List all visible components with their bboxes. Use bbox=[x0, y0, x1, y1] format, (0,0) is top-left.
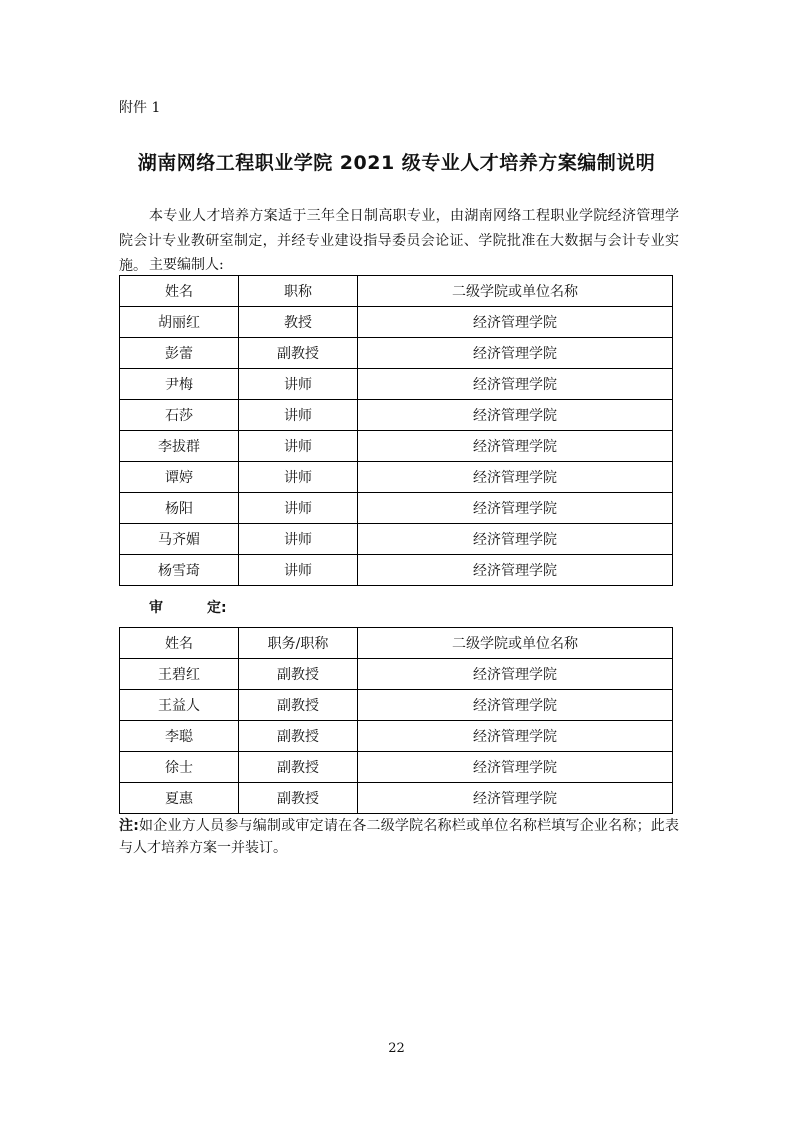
title-cell: 讲师 bbox=[239, 493, 358, 524]
header-name: 姓名 bbox=[120, 628, 239, 659]
table-row bbox=[120, 524, 673, 555]
college-cell: 经济管理学院 bbox=[358, 369, 673, 400]
title-cell: 讲师 bbox=[239, 524, 358, 555]
college-cell: 经济管理学院 bbox=[358, 555, 673, 586]
reviewers-label bbox=[149, 597, 227, 617]
table-row bbox=[120, 307, 673, 338]
college-cell: 经济管理学院 bbox=[358, 524, 673, 555]
name-cell: 胡丽红 bbox=[120, 307, 239, 338]
table-row bbox=[120, 462, 673, 493]
table-row bbox=[120, 752, 673, 783]
table-row bbox=[120, 555, 673, 586]
note bbox=[119, 815, 679, 859]
college-cell: 经济管理学院 bbox=[358, 752, 673, 783]
table-row bbox=[120, 369, 673, 400]
name-cell: 杨雪琦 bbox=[120, 555, 239, 586]
title-cell: 讲师 bbox=[239, 369, 358, 400]
reviewers-label-part2: 定: bbox=[207, 600, 227, 616]
college-cell: 经济管理学院 bbox=[358, 462, 673, 493]
header-position: 职务/职称 bbox=[239, 628, 358, 659]
note-text: 如企业方人员参与编制或审定请在各二级学院名称栏或单位名称栏填写企业名称；此表与人才培养方案一并装订。 bbox=[119, 818, 680, 856]
title-cell: 教授 bbox=[239, 307, 358, 338]
name-cell: 尹梅 bbox=[120, 369, 239, 400]
page-number: 22 bbox=[388, 1041, 405, 1056]
table-row bbox=[120, 400, 673, 431]
name-cell: 李拔群 bbox=[120, 431, 239, 462]
table-row bbox=[120, 493, 673, 524]
attachment-label: 附件 1 bbox=[119, 100, 161, 116]
table-row bbox=[120, 338, 673, 369]
name-cell: 彭蕾 bbox=[120, 338, 239, 369]
header-name: 姓名 bbox=[120, 276, 239, 307]
college-cell: 经济管理学院 bbox=[358, 721, 673, 752]
title-cell: 讲师 bbox=[239, 462, 358, 493]
title-cell: 讲师 bbox=[239, 555, 358, 586]
name-cell: 谭婷 bbox=[120, 462, 239, 493]
editors-table bbox=[119, 275, 673, 586]
reviewers-label-part1: 审 bbox=[149, 600, 163, 616]
note-label: 注: bbox=[119, 818, 139, 834]
name-cell: 夏惠 bbox=[120, 783, 239, 814]
name-cell: 马齐媚 bbox=[120, 524, 239, 555]
table-row bbox=[120, 783, 673, 814]
header-college: 二级学院或单位名称 bbox=[358, 628, 673, 659]
name-cell: 徐士 bbox=[120, 752, 239, 783]
header-title: 职称 bbox=[239, 276, 358, 307]
header-college: 二级学院或单位名称 bbox=[358, 276, 673, 307]
college-cell: 经济管理学院 bbox=[358, 431, 673, 462]
editors-label: 主要编制人: bbox=[149, 257, 224, 273]
table-row bbox=[120, 431, 673, 462]
college-cell: 经济管理学院 bbox=[358, 307, 673, 338]
college-cell: 经济管理学院 bbox=[358, 400, 673, 431]
reviewers-table bbox=[119, 627, 673, 814]
table-row bbox=[120, 721, 673, 752]
table-header-row bbox=[120, 276, 673, 307]
document-title: 湖南网络工程职业学院 2021 级专业人才培养方案编制说明 bbox=[137, 152, 656, 174]
name-cell: 王益人 bbox=[120, 690, 239, 721]
intro-paragraph: 本专业人才培养方案适于三年全日制高职专业，由湖南网络工程职业学院经济管理学院会计专业教研室制定，并经专业建设指导委员会论证、学院批准在大数据与会计专业实施。 bbox=[119, 208, 679, 274]
title-cell: 讲师 bbox=[239, 400, 358, 431]
table-row bbox=[120, 659, 673, 690]
title-cell: 副教授 bbox=[239, 721, 358, 752]
college-cell: 经济管理学院 bbox=[358, 493, 673, 524]
title-cell: 副教授 bbox=[239, 659, 358, 690]
college-cell: 经济管理学院 bbox=[358, 659, 673, 690]
title-cell: 副教授 bbox=[239, 752, 358, 783]
name-cell: 李聪 bbox=[120, 721, 239, 752]
title-cell: 讲师 bbox=[239, 431, 358, 462]
table-header-row bbox=[120, 628, 673, 659]
college-cell: 经济管理学院 bbox=[358, 338, 673, 369]
title-cell: 副教授 bbox=[239, 338, 358, 369]
college-cell: 经济管理学院 bbox=[358, 690, 673, 721]
name-cell: 王碧红 bbox=[120, 659, 239, 690]
table-row bbox=[120, 690, 673, 721]
name-cell: 石莎 bbox=[120, 400, 239, 431]
title-cell: 副教授 bbox=[239, 783, 358, 814]
college-cell: 经济管理学院 bbox=[358, 783, 673, 814]
title-cell: 副教授 bbox=[239, 690, 358, 721]
name-cell: 杨阳 bbox=[120, 493, 239, 524]
